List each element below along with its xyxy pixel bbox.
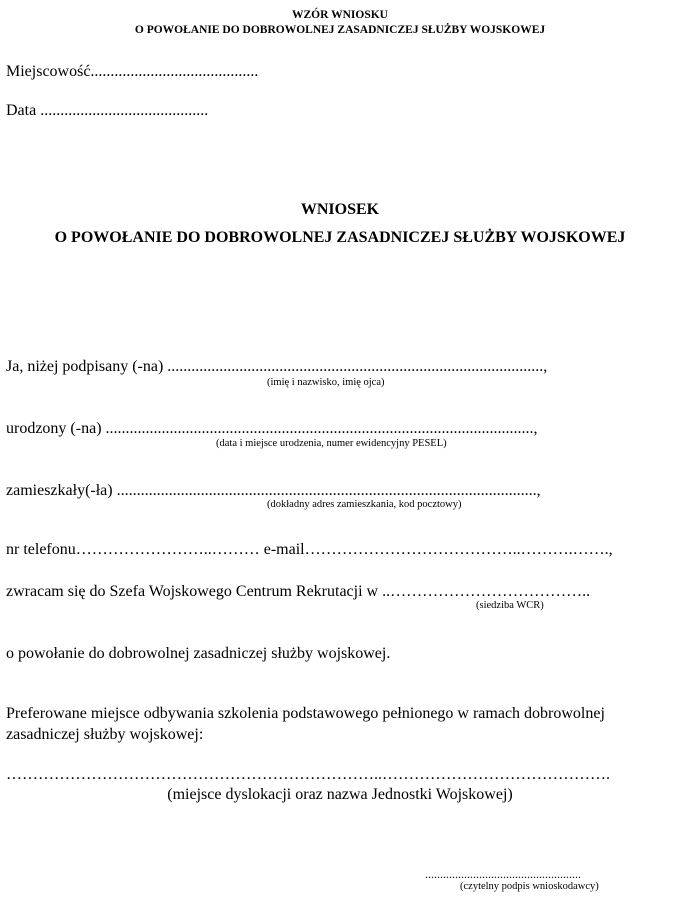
document-title: WNIOSEK xyxy=(300,201,380,218)
name-field[interactable]: Ja, niżej podpisany (-na) .............................................................................................., xyxy=(6,358,548,375)
form-template-heading: WZÓR WNIOSKU xyxy=(292,9,388,21)
wcr-field-note: (siedziba WCR) xyxy=(476,600,544,611)
document-subtitle: O POWOŁANIE DO DOBROWOLNEJ ZASADNICZEJ SŁUŻBY WOJSKOWEJ xyxy=(54,229,626,246)
preferred-location-text-2: zasadniczej służby wojskowej: xyxy=(6,726,204,743)
birth-field[interactable]: urodzony (-na) ..........................................................................................................., xyxy=(6,420,538,437)
signature-field[interactable]: .................................................... xyxy=(425,867,581,881)
birth-field-note: (data i miejsce urodzenia, numer ewidencyjny PESEL) xyxy=(216,438,447,449)
preferred-location-text-1: Preferowane miejsce odbywania szkolenia podstawowego pełnionego w ramach dobrowolnej xyxy=(6,705,605,722)
wcr-field[interactable]: zwracam się do Szefa Wojskowego Centrum Rekrutacji w ..……………………………….. xyxy=(6,583,591,600)
signature-note: (czytelny podpis wnioskodawcy) xyxy=(460,881,599,892)
name-field-note: (imię i nazwisko, imię ojca) xyxy=(267,377,385,388)
unit-location-note: (miejsce dyslokacji oraz nazwa Jednostki Wojskowej) xyxy=(167,786,513,803)
address-field-note: (dokładny adres zamieszkania, kod pocztowy) xyxy=(267,499,462,510)
place-field[interactable]: Miejscowość.......................................... xyxy=(6,63,259,80)
form-template-subheading: O POWOŁANIE DO DOBROWOLNEJ ZASADNICZEJ SŁUŻBY WOJSKOWEJ xyxy=(134,24,546,36)
phone-email-field[interactable]: nr telefonu……………………..……… e-mail…………………………………..……….……., xyxy=(6,541,613,558)
request-text: o powołanie do dobrowolnej zasadniczej służby wojskowej. xyxy=(6,645,391,662)
date-field[interactable]: Data .......................................... xyxy=(6,102,209,119)
unit-location-field[interactable]: ……………………………………………………………..……………………………………. xyxy=(6,766,610,783)
address-field[interactable]: zamieszkały(-ła) ........................................................................................................., xyxy=(6,482,541,499)
